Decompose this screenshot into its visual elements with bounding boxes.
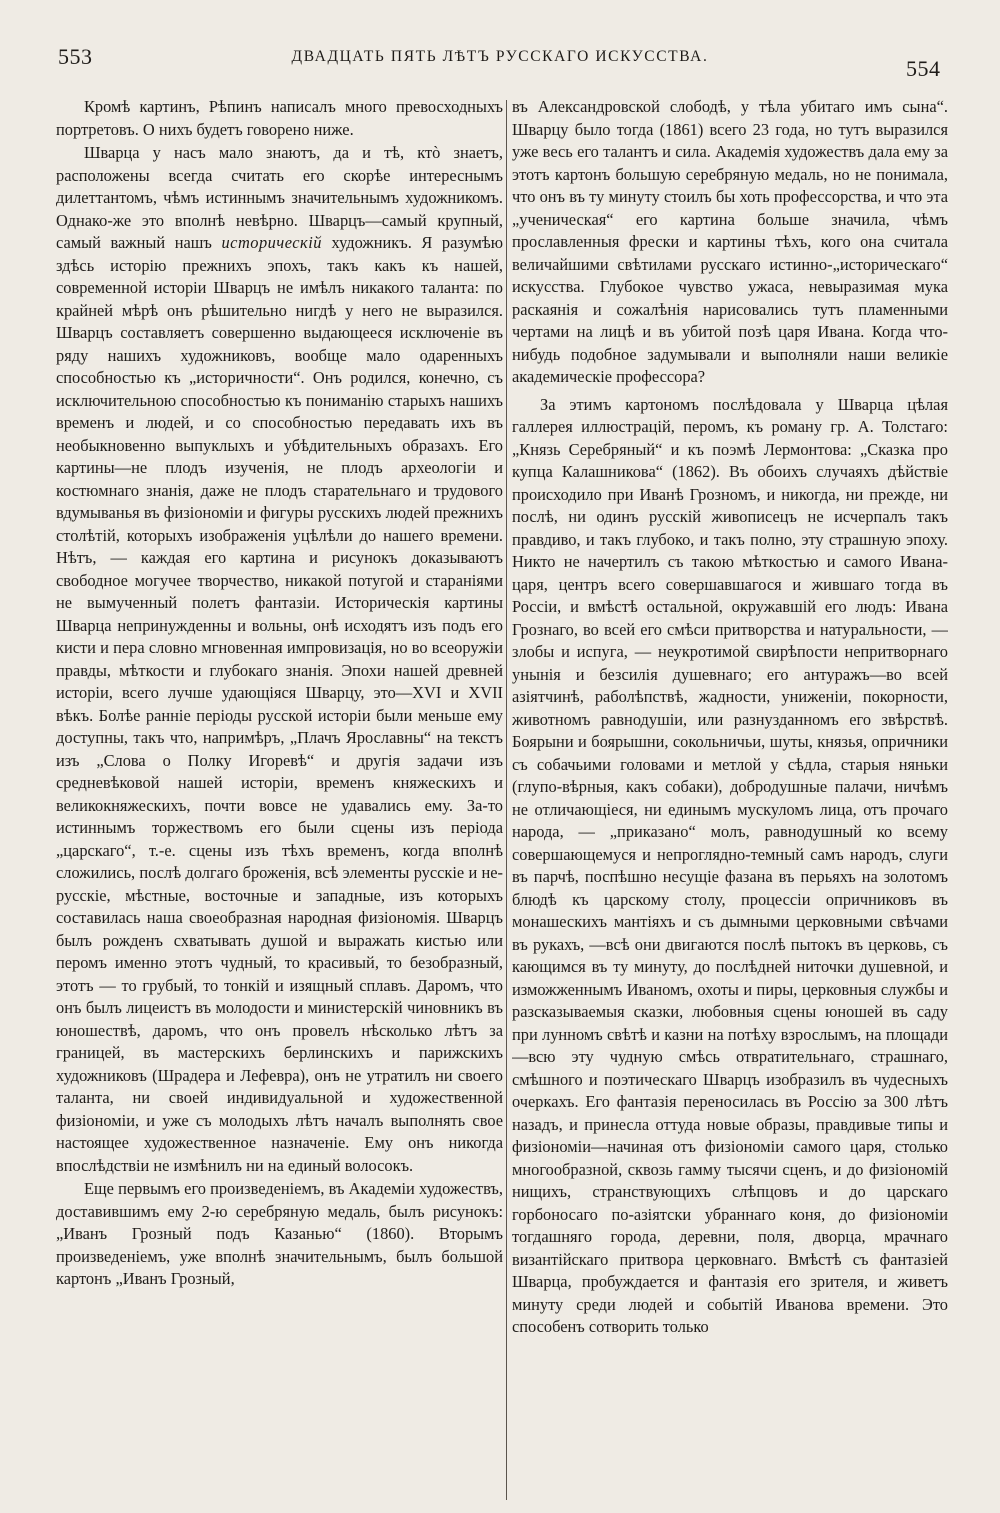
- column-divider: [506, 100, 507, 1500]
- running-title: ДВАДЦАТЬ ПЯТЬ ЛѢТЪ РУССКАГО ИСКУССТВА.: [291, 48, 709, 65]
- page-number-right: 554: [906, 56, 941, 81]
- paragraph-text: художникъ. Я разумѣю здѣсь исторію прежнихъ эпохъ, такъ какъ къ нашей, современной исторіи Шварцъ не имѣлъ никакого таланта: по крайней мѣрѣ онъ рѣшительно нигдѣ у него не выразился. Шварцъ составляетъ совершенно выдающееся исключеніе въ ряду нашихъ художниковъ, вообще мало одаренныхъ способностью къ „историчности“. Онъ родился, конечно, съ исключительною способностью къ пониманію старыхъ нашихъ временъ и людей, и со способностью передавать ихъ въ необыкновенно выпуклыхъ и убѣдительныхъ образахъ. Его картины—не плодъ изученія, не плодъ археологіи и костюмнаго знанія, даже не плодъ старательнаго и трудового вдумыванья въ физіономіи и фигуры русскихъ людей прежнихъ столѣтій, которыхъ изображенія уцѣлѣли до нашего времени. Нѣтъ, — каждая его картина и рисунокъ доказываютъ свободное могучее творчество, никакой потугой и стараніями не вымученный полетъ фантазіи. Историческія картины Шварца непринужденны и вольны, онѣ исходятъ изъ подъ его кисти и пера словно мгновенная импровизація, но во всеоружіи правды, мѣткости и глубокаго знанія. Эпохи нашей древней исторіи, всего лучше удающіяся Шварцу, это—XVI и XVII вѣкъ. Болѣе ранніе періоды русской исторіи были меньше ему доступны, такъ что, напримѣръ, „Плачъ Ярославны“ на текстъ изъ „Слова о Полку Игоревѣ“ и другія задачи изъ средневѣковой нашей исторіи, временъ княжескихъ и великокняжескихъ, почти вовсе не удавались ему. За-то истиннымъ торжествомъ его были сцены изъ періода „царскаго“, т.-е. сцены изъ тѣхъ временъ, когда вполнѣ сложились, послѣ долгаго броженія, всѣ элементы русскіе и не-русскіе, мѣстные, восточные и западные, изъ которыхъ составилась наша своеобразная народная физіономія. Шварцъ былъ рожденъ схватывать душой и выражать кистью или перомъ именно этотъ чудный, то красивый, то безобразный, этотъ — то грубый, то тонкій и изящный сплавъ. Даромъ, что онъ былъ лицеистъ въ молодости и министерскій чиновникъ въ юношествѣ, даромъ, что онъ провелъ нѣсколько лѣтъ за границей, въ мастерскихъ берлинскихъ и парижскихъ художниковъ (Шрадера и Лефевра), онъ не утратилъ ни своего таланта, ни своей индивидуальной и художественной физіономіи, и уже съ молодыхъ лѣтъ началъ выполнять свое настоящее художественное назначеніе. Ему онъ никогда впослѣдствіи не измѣнилъ ни на единый волосокъ.: [56, 233, 503, 1175]
- emphasized-word: историческій: [221, 233, 322, 252]
- paragraph: въ Александровской слободѣ, у тѣла убитаго имъ сына“. Шварцу было тогда (1861) всего 23 года, но тутъ выразился уже весь его талантъ и сила. Академія художествъ дала ему за этотъ картонъ большую серебряную медаль, но не понимала, что онъ въ ту минуту стоилъ бы хоть профессорства, и что эта „ученическая“ его картина больше значила, чѣмъ прославленныя фрески и картины тѣхъ, кого она считала величайшими свѣтилами русскаго истинно-„историческаго“ искусства. Глубокое чувство ужаса, невыразимая мука раскаянія и сожалѣнія нарисовались тутъ пламенными чертами на лицѣ и въ убитой позѣ царя Ивана. Когда что-нибудь подобное задумывали и выполняли наши великіе академическіе профессора?: [512, 97, 948, 386]
- paragraph: Кромѣ картинъ, Рѣпинъ написалъ много превосходныхъ портретовъ. О нихъ будетъ говорено ниже.: [56, 97, 503, 139]
- paragraph: [56, 142, 503, 1177]
- paragraph: Еще первымъ его произведеніемъ, въ Академіи художествъ, доставившимъ ему 2-ю серебряную медаль, былъ рисунокъ: „Иванъ Грозный подъ Казанью“ (1860). Вторымъ произведеніемъ, уже вполнѣ значительнымъ, былъ большой картонъ „Иванъ Грозный,: [56, 1179, 503, 1288]
- paragraph: За этимъ картономъ послѣдовала у Шварца цѣлая галлерея иллюстрацій, перомъ, къ роману гр. А. Толстаго: „Князь Серебряный“ и къ поэмѣ Лермонтова: „Сказка про купца Калашникова“ (1862). Въ обоихъ случаяхъ дѣйствіе происходило при Иванѣ Грозномъ, и никогда, ни прежде, ни послѣ, ни одинъ русскій живописецъ не исчерпалъ такъ правдиво, и такъ глубоко, и такъ полно, эту страшную эпоху. Никто не начертилъ съ такою мѣткостью и самого Ивана-царя, центръ всего совершавшагося и жившаго тогда въ Россіи, и вмѣстѣ остальной, окружавшій его людъ: Ивана Грознаго, во всей его смѣси притворства и натуральности, — злобы и испуга, — неукротимой свирѣпости непритворнаго унынія и безсилія душевнаго; его антуражъ—во всей азіятчинѣ, раболѣпствѣ, жадности, униженіи, покорности, животномъ равнодушіи, или разнузданномъ его звѣрствѣ. Боярыни и боярышни, сокольничьи, шуты, князья, опричники съ собачьими головами и метлой у сѣдла, старыя няньки (глупо-вѣрныя, какъ собаки), добродушные палачи, ничѣмъ не отличающіеся, ни единымъ мускуломъ лица, отъ прочаго народа, — „приказано“ молъ, равнодушный ко всему совершающемуся и непроглядно-темный самъ народъ, слуги въ парчѣ, поспѣшно несущіе фазана въ перьяхъ на золотомъ блюдѣ къ царскому столу, процессіи опричниковъ въ монашескихъ мантіяхъ и съ дымными церковными свѣчами въ рукахъ, —всѣ они двигаются послѣ пытокъ въ церковь, съ кающимся въ ту минуту, до послѣдней ниточки душевной, и изможженнымъ Иваномъ, охоты и пиры, церковныя службы и разсказываемыя сказки, любовныя сцены юношей въ саду при лунномъ свѣтѣ и казни на потѣху взрослымъ, на площади—всю эту чудную смѣсь отвратительнаго, страшнаго, смѣшного и поэтическаго Шварцъ изобразилъ въ чудесныхъ очеркахъ. Его фантазія переносилась въ Россію за 300 лѣтъ назадъ, и принесла оттуда новые образы, правдивые типы и физіономіи—начиная отъ физіономіи самого царя, столько многообразной, сквозь гамму тысячи сценъ, и до физіономій нищихъ, странствующихъ слѣпцовъ и до царскаго горбоносаго по-азіятски убраннаго коня, до физіономіи тогдашняго города, деревни, поля, дворца, мрачнаго византійскаго притвора церковнаго. Вмѣстѣ съ фантазіей Шварца, пробуждается и фантазія его зрителя, и живетъ минуту среди людей и событій Иванова времени. Это способенъ сотворить только: [512, 394, 948, 1336]
- page-header: [0, 0, 1000, 96]
- page-number-left: 553: [58, 44, 93, 69]
- paragraph-text: Шварца у насъ мало знаютъ, да и тѣ, ктò знаетъ, расположены всегда считать его скорѣе интереснымъ дилеттантомъ, чѣмъ истиннымъ значительнымъ художникомъ. Однако-же это вполнѣ невѣрно. Шварцъ—самый крупный, самый важный нашъ: [56, 143, 503, 252]
- right-column: [512, 96, 948, 1506]
- left-column: [56, 96, 503, 1506]
